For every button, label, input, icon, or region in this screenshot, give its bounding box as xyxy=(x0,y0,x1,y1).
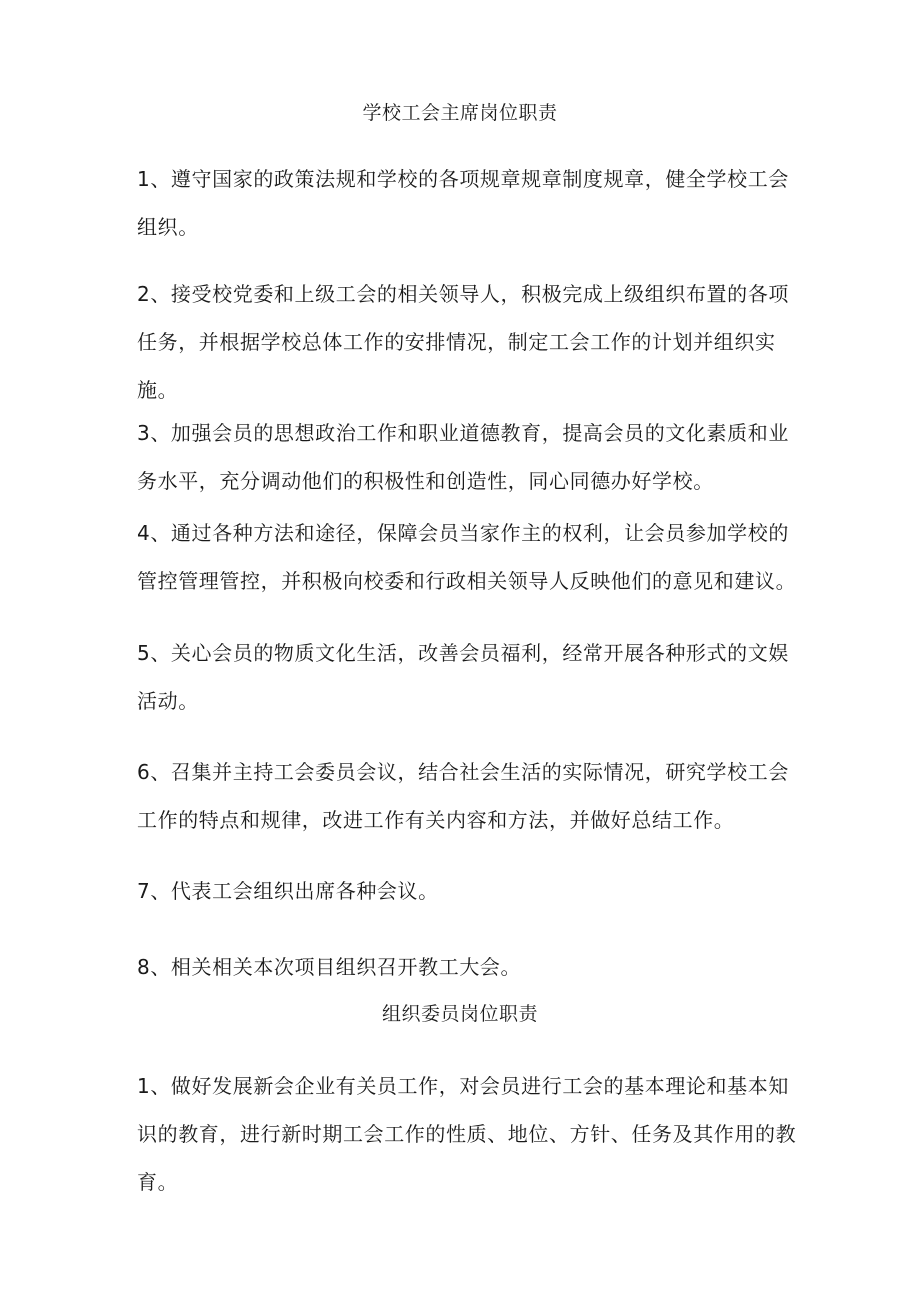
organization-duty-1: 1、做好发展新会企业有关员工作，对会员进行工会的基本理论和基本知识的教育，进行新时期工会工作的性质、地位、方针、任务及其作用的教育。 xyxy=(137,1074,797,1194)
chairman-duty-3: 3、加强会员的思想政治工作和职业道德教育，提高会员的文化素质和业务水平，充分调动他们的积极性和创造性，同心同德办好学校。 xyxy=(137,421,789,493)
chairman-duty-5: 5、关心会员的物质文化生活，改善会员福利，经常开展各种形式的文娱活动。 xyxy=(137,641,789,713)
chairman-duty-7: 7、代表工会组织出席各种会议。 xyxy=(137,879,439,903)
section-title-chairman: 学校工会主席岗位职责 xyxy=(362,102,558,124)
chairman-duty-8: 8、相关相关本次项目组织召开教工大会。 xyxy=(137,955,522,979)
chairman-duty-4: 4、通过各种方法和途径，保障会员当家作主的权利，让会员参加学校的管控管理管控，并积极向校委和行政相关领导人反映他们的意见和建议。 xyxy=(137,521,797,593)
section-title-organization: 组织委员岗位职责 xyxy=(381,1003,538,1025)
chairman-duty-1: 1、遵守国家的政策法规和学校的各项规章规章制度规章，健全学校工会组织。 xyxy=(137,167,789,239)
chairman-duty-2: 2、接受校党委和上级工会的相关领导人，积极完成上级组织布置的各项任务，并根据学校总体工作的安排情况，制定工会工作的计划并组织实施。 xyxy=(137,282,789,402)
chairman-duty-6: 6、召集并主持工会委员会议，结合社会生活的实际情况，研究学校工会工作的特点和规律，改进工作有关内容和方法，并做好总结工作。 xyxy=(137,760,789,832)
